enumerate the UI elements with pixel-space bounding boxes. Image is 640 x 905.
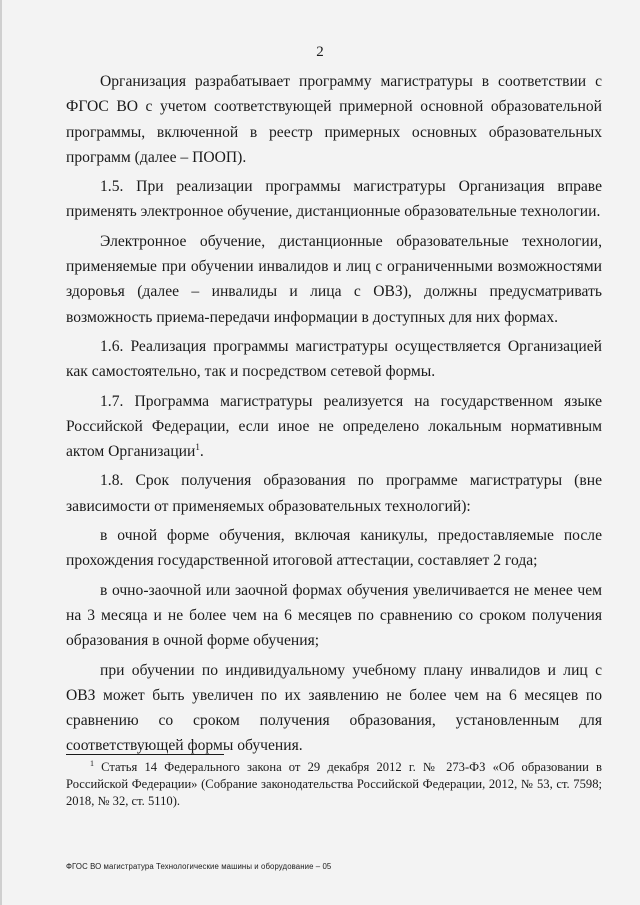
- paragraph-1-6: 1.6. Реализация программы магистратуры осуществляется Организацией как самостоятельно, так и посредством сетевой формы.: [66, 337, 602, 381]
- paragraph-1-5: 1.5. При реализации программы магистратуры Организация вправе применять электронное обучение, дистанционные образовательные технологии.: [66, 178, 602, 221]
- document-body: [66, 69, 602, 759]
- paragraph-full-time: в очной форме обучения, включая каникулы, предоставляемые после прохождения государственной итоговой аттестации, составляет 2 года;: [66, 527, 602, 570]
- footnote-separator: [66, 754, 224, 755]
- page-number: 2: [316, 44, 324, 60]
- footnote: [66, 759, 602, 810]
- paragraph-poop: Организация разрабатывает программу магистратуры в соответствии с ФГОС ВО с учетом соответствующей примерной основной образовательной программы, включенной в реестр примерных основных образовательных программ (далее – ПООП).: [66, 73, 602, 166]
- paragraph-1-8: 1.8. Срок получения образования по программе магистратуры (вне зависимости от применяемых образовательных технологий):: [66, 472, 602, 515]
- paragraph-1-7: 1.7. Программа магистратуры реализуется на государственном языке Российской Федерации, если иное не определено локальным нормативным актом Организации$^1$.: [66, 392, 602, 461]
- paragraph-individual-plan: при обучении по индивидуальному учебному плану инвалидов и лиц с ОВЗ может быть увеличен по их заявлению не более чем на 6 месяцев по сравнению со сроком получения образования, установленным для соответствующей формы обучения.: [66, 661, 602, 755]
- footnote-reference: 1: [195, 442, 200, 453]
- footnote-mark: 1: [90, 759, 94, 768]
- footnote-text: Статья 14 Федерального закона от 29 декабря 2012 г. № 273-ФЗ «Об образовании в Российской Федерации» (Собрание законодательства Российской Федерации, 2012, № 53, ст. 7598; 2018, № 32, ст. 5110).: [66, 760, 602, 808]
- paragraph-part-time: в очно-заочной или заочной формах обучения увеличивается не менее чем на 3 месяца и не более чем на 6 месяцев по сравнению со сроком получения образования в очной форме обучения;: [66, 581, 602, 650]
- page-footer: ФГОС ВО магистратура Технологические машины и оборудование – 05: [66, 862, 332, 871]
- paragraph-e-learning: Электронное обучение, дистанционные образовательные технологии, применяемые при обучении инвалидов и лиц с ограниченными возможностями здоровья (далее – инвалиды и лица с ОВЗ), должны предусматривать возможность приема-передачи информации в доступных для них формах.: [66, 232, 602, 326]
- page-edge: [0, 0, 2, 905]
